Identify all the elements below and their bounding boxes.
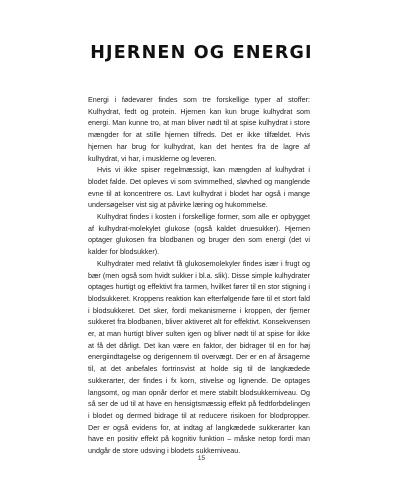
- page-number: 15: [197, 455, 206, 462]
- body-text: [88, 94, 310, 457]
- paragraph-intro: Energi i fødevarer findes som tre forskellige typer af stoffer: Kulhydrat, fedt og protein. Hjernen kan kun bruge kulhydrat som energi. Man kunne tro, at man bliver nødt til at spise kulhydrat i store mængder for at stille hjernen tilfreds. Det er ikke tilfældet. Hvis hjernen har brug for kulhydrat, kan det hentes fra de lagre af kulhydrat, vi har, i musklerne og leveren.: [88, 95, 310, 163]
- paragraph-glucose: Kulhydrat findes i kosten i forskellige former, som alle er opbygget af kulhydrat-molekylet glukose (også kaldet druesukker). Hjernen optager glukosen fra blodbanen og bruger den som energi (det vi kalder for blodsukker).: [88, 212, 310, 257]
- paragraph-regular-meals: Hvis vi ikke spiser regelmæssigt, kan mængden af kulhydrat i blodet falde. Det opleves vi som svimmelhed, sløvhed og manglende evne til at koncentrere os. Lavt kulhydrat i blodet har også i mange undersøgelser vist sig at påvirke læring og hukommelse.: [88, 165, 310, 210]
- paragraph-simple-carbs: Kulhydrater med relativt få glukosemolekyler findes især i frugt og bær (men også som hvidt sukker i bl.a. slik). Disse simple kulhydrater optages hurtigt og effektivt fra tarmen, hvilket fører til en stor stigning i blodsukkeret. Kroppens reaktion kan efterfølgende føre til et stort fald i blodsukkeret. Det sker, fordi mekanismerne i kroppen, der fjerner sukkeret fra blodbanen, bliver aktiveret alt for effektivt. Konsekvensen er, at man hurtigt bliver sulten igen og bliver nødt til at spise for ikke at få det dårligt. Det kan være en faktor, der bidrager til en for høj energiindtagelse og derigennem til overvægt. Der er en af årsagerne til, at det anbefales fortrinsvist at holde sig til de langkædede sukkerarter, der findes i fx korn, stivelse og lignende. De optages langsomt, og man opnår derfor et mere stabilt blodsukkerniveau. Og så ser de ud til at have en hensigtsmæssig effekt på fedtforbdelingen i blodet og dermed bidrage til at reducere risikoen for blodpropper. Der er også evidens for, at indtag af langkædede sukkerarter kan have en positiv effekt på kognitiv funktion – måske netop fordi man undgår de store udsving i blodets sukkerniveau.: [88, 258, 310, 456]
- chapter-title: HJERNEN OG ENERGI: [90, 43, 313, 63]
